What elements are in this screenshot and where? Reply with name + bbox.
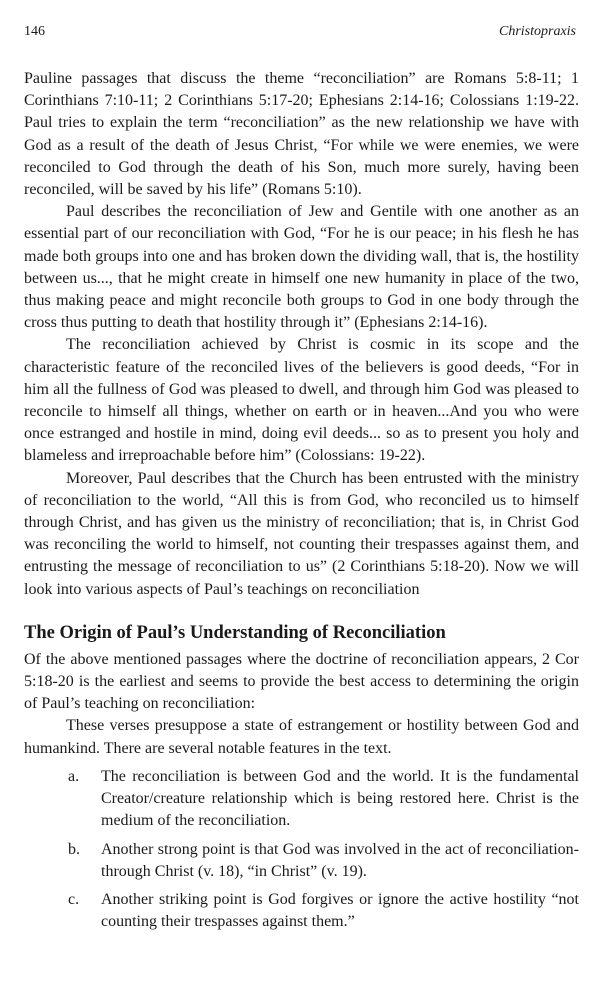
list-item — [24, 839, 579, 883]
list-item — [24, 766, 579, 833]
list-item — [24, 889, 579, 933]
paragraph-ministry: Moreover, Paul describes that the Church has been entrusted with the ministry of reconciliation to the world, “All this is from God, who reconciled us to himself through Christ, and has given us the ministry of reconciliation; that is, in Christ God was reconciling the world to himself, not counting their trespasses against them, and entrusting the message of reconciliation to us” (2 Corinthians 5:18-20). Now we will look into various aspects of Paul’s teachings on reconciliation — [24, 469, 579, 598]
paragraph-presuppose: These verses presuppose a state of estrangement or hostility between God and humankind. There are several notable features in the text. — [24, 717, 579, 757]
section-heading: The Origin of Paul’s Understanding of Reconciliation — [24, 622, 446, 643]
paragraph-cosmic-scope: The reconciliation achieved by Christ is cosmic in its scope and the characteristic feature of the reconciled lives of the believers is good deeds, “For in him all the fullness of God was pleased to dwell, and through him God was pleased to reconcile to himself all things, whether on earth or in heaven...And you who were once estranged and hostile in mind, doing evil deeds... so as to present you holy and blameless and irreproachable before him” (Colossians: 19-22). — [24, 336, 579, 465]
list-marker: a. — [68, 767, 80, 785]
body-text — [24, 68, 579, 939]
page-number: 146 — [24, 24, 45, 39]
features-list — [24, 766, 579, 933]
paragraph-jew-gentile: Paul describes the reconciliation of Jew and Gentile with one another as an essential part of our reconciliation with God, “For he is our peace; in his flesh he has made both groups into one and has broken down the dividing wall, that is, the hostility between us..., that he might create in himself one new humanity in place of the two, thus making peace and might reconcile both groups to God in one body through the cross thus putting to death that hostility through it” (Ephesians 2:14-16). — [24, 203, 579, 332]
list-item-text: The reconciliation is between God and the world. It is the fundamental Creator/creature relationship which is being restored here. Christ is the medium of the reconciliation. — [101, 767, 579, 830]
list-item-text: Another striking point is God forgives or ignore the active hostility “not counting their trespasses against them.” — [101, 890, 579, 931]
paragraph-origin: Of the above mentioned passages where the doctrine of reconciliation appears, 2 Cor 5:18-20 is the earliest and seems to provide the best access to determining the origin of Paul’s teaching on reconciliation: — [24, 650, 579, 713]
list-marker: c. — [68, 890, 80, 908]
paragraph-pauline-passages: Pauline passages that discuss the theme “reconciliation” are Romans 5:8-11; 1 Corinthians 7:10-11; 2 Corinthians 5:17-20; Ephesians 2:14-16; Colossians 1:19-22. Paul tries to explain the term “reconciliation” as the new relationship we have with God as a result of the death of Jesus Christ, “For while we were enemies, we were reconciled to God through the death of his Son, much more surely, having been reconciled, will be saved by his life” (Romans 5:10). — [24, 70, 579, 199]
list-marker: b. — [68, 840, 80, 858]
list-item-text: Another strong point is that God was involved in the act of reconciliation-through Christ (v. 18), “in Christ” (v. 19). — [101, 840, 579, 880]
book-title: Christopraxis — [498, 24, 576, 39]
running-head — [24, 24, 576, 44]
